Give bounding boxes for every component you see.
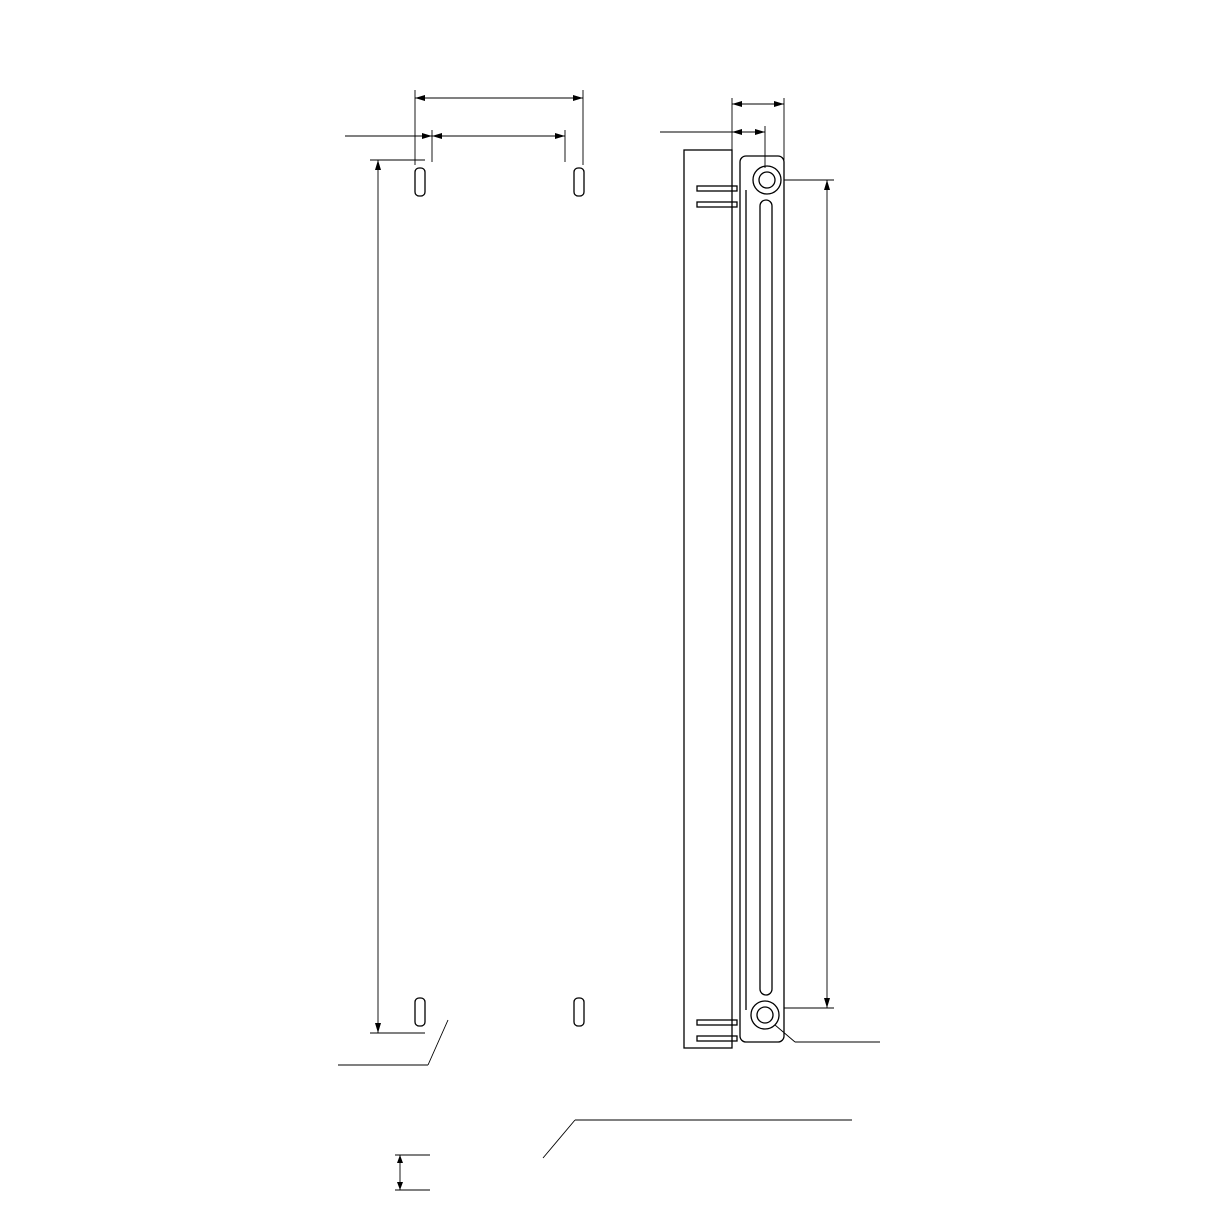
side-view — [660, 98, 880, 1048]
dim-pipe-centres — [784, 180, 834, 1008]
dim-wall-to-centre — [660, 126, 765, 168]
dim-plan-depth — [395, 1155, 430, 1190]
profile-leader — [543, 1120, 852, 1158]
dim-height — [370, 160, 425, 1033]
dim-overall-width — [415, 90, 583, 165]
dim-column-pitch — [345, 130, 565, 162]
dim-overall-depth — [732, 98, 784, 160]
connection-leader — [775, 1025, 880, 1042]
radiator-side-profile — [740, 156, 784, 1042]
end-caps — [415, 168, 584, 1026]
wall-brackets — [697, 186, 737, 1041]
front-view — [338, 90, 584, 1065]
plan-view — [395, 1120, 852, 1190]
blocker-leader — [338, 1020, 448, 1065]
brick-wall — [684, 150, 732, 1048]
